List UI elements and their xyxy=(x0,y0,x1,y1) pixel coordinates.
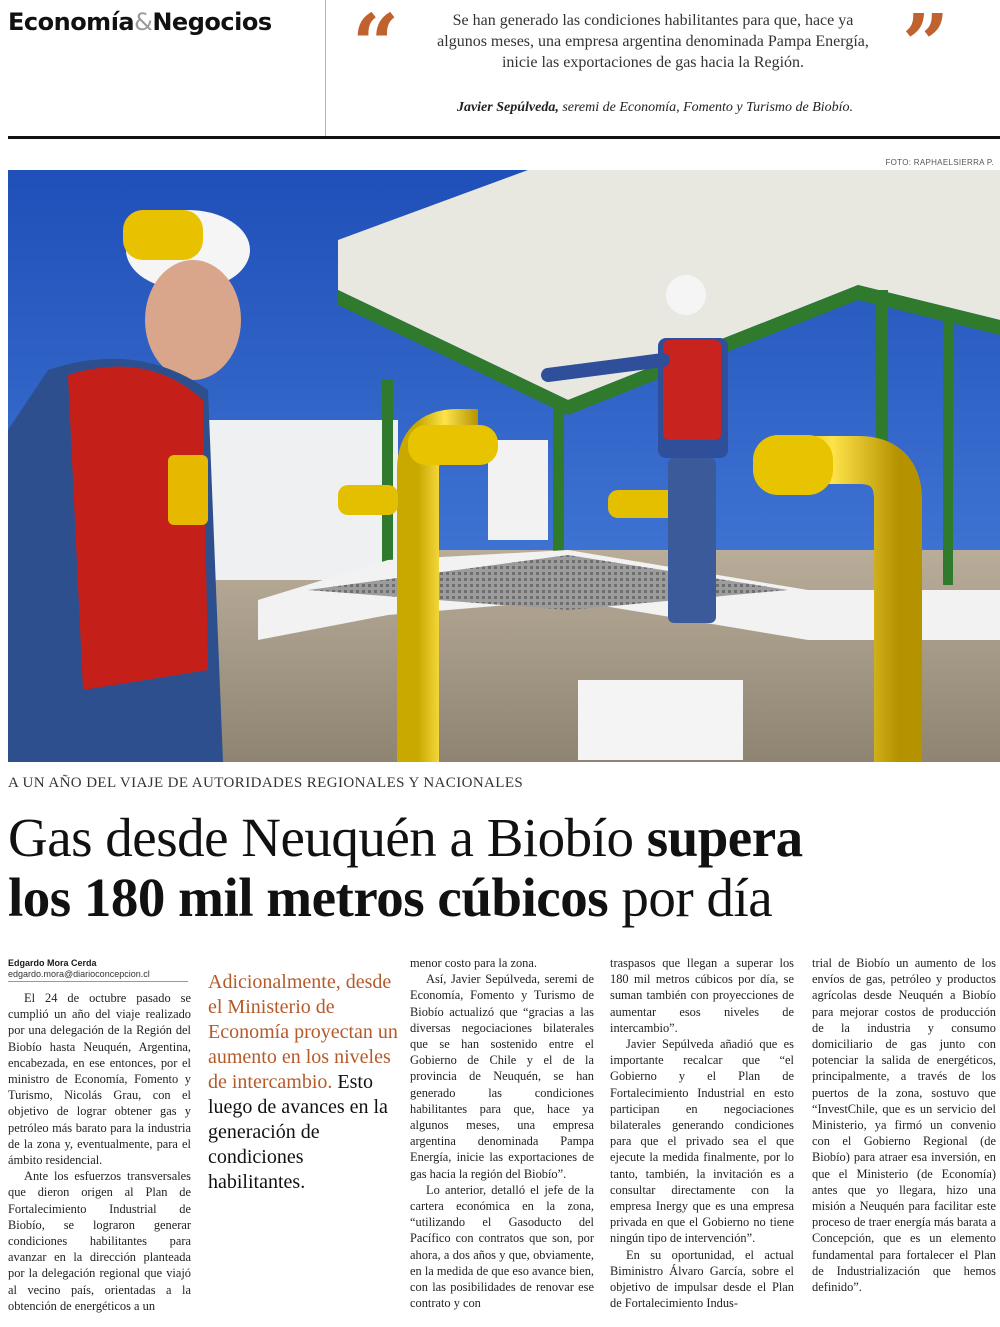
article-headline: Gas desde Neuquén a Biobío supera los 180 mil metros cúbicos por día xyxy=(8,807,803,928)
header-divider xyxy=(325,0,326,136)
body-paragraph: trial de Biobío un aumento de los envíos de gas, petróleo y productos agrícolas desde Neuquén a Biobío para mejorar costos de producción de la industria y consumo domiciliario de gas junto con potenciar la salida de energéticos, principalmente, a través de los puertos de la zona, sostuvo que “InvestChile, que es un servicio del Ministerio, ya firmó un convenio con el Gobierno Regional (de Biobío) para atraer esa inversión, en que el Ministerio (de Economía) antes que yo llegara, hizo una misión a Neuquén para facilitar este proceso de traer energía más barata a Concepción, que es un elemento fundamental para fortalecer el Plan de Industrialización que hemos definido”. xyxy=(812,956,996,1295)
body-column-4 xyxy=(610,955,794,1311)
body-paragraph: Así, Javier Sepúlveda, seremi de Economía, Fomento y Turismo de Biobío actualizó que “gracias a las diversas negociaciones bilaterales que se han sostenido entre el Gobierno de Chile y el de la provincia de Neuquén, se han generado las condiciones habilitantes para que, hace ya algunos meses, una empresa argentina denominada Pampa Energía, inicie las exportaciones de gas hacia la región del Biobío”. xyxy=(410,972,594,1181)
author-email[interactable]: edgardo.mora@diarioconcepcion.cl xyxy=(8,969,150,979)
author-name: Edgardo Mora Cerda xyxy=(8,958,97,968)
body-paragraph: En su oportunidad, el actual Biministro Álvaro García, sobre el objetivo de impulsar desde el Plan de Fortalecimiento Indus- xyxy=(610,1247,794,1311)
body-column-3 xyxy=(410,955,594,1311)
article-photo xyxy=(8,170,1000,762)
body-paragraph: El 24 de octubre pasado se cumplió un año del viaje realizado por una delegación de la Región del Biobío hasta Neuquén, Argentina, encabezada, en ese entonces, por el ministro de Economía, Fomento y Turismo, Nicolás Grau, con el objetivo de lograr obtener gas y petróleo más barato para la industria de la zona y, eventualmente, para el ámbito residencial. xyxy=(8,991,191,1168)
body-column-5 xyxy=(812,955,996,1295)
byline-rule xyxy=(8,981,188,982)
body-paragraph: Lo anterior, detalló el jefe de la cartera económica en la zona, “utilizando el Gasoducto del Pacífico con contratos que son, por ahora, a dos años y que, obviamente, en la medida de que eso avance bien, con las posibilidades de renovar ese contrato y con xyxy=(410,1182,594,1311)
section-title: Economía&Negocios xyxy=(8,8,272,36)
quote-role: seremi de Economía, Fomento y Turismo de Biobío. xyxy=(558,100,854,115)
header-rule xyxy=(8,136,1000,139)
pull-quote: Se han generado las condiciones habilitantes para que, hace ya algunos meses, una empresa argentina denominada Pampa Energía, inicie las exportaciones de gas hacia la Región. xyxy=(437,12,869,71)
article-kicker: A UN AÑO DEL VIAJE DE AUTORIDADES REGIONALES Y NACIONALES xyxy=(8,775,524,791)
body-paragraph: Ante los esfuerzos transversales que dieron origen al Plan de Fortalecimiento Industrial de Biobío, se lograron generar condiciones habilitantes para avanzar en la dirección planteada por la delegación regional que viajó al vecino país, orientadas a la obtención de energéticos a un xyxy=(8,1169,191,1313)
photo-credit: FOTO: RAPHAELSIERRA P. xyxy=(885,158,994,167)
open-quote-icon: “ xyxy=(352,0,400,93)
close-quote-icon: ” xyxy=(902,0,950,93)
pull-quote-highlight: Adicionalmente, desde el Ministerio de Economía proyectan un aumento en los niveles de intercambio. Esto luego de avances en la generación de condiciones habilitantes. xyxy=(208,971,398,1193)
quote-attribution xyxy=(360,100,950,116)
body-column-1 xyxy=(8,990,191,1314)
body-paragraph: traspasos que llegan a superar los 180 mil metros cúbicos por día, se suman también con proyecciones de aumentar esos niveles de intercambio”. xyxy=(610,956,794,1035)
body-paragraph: menor costo para la zona. xyxy=(410,956,537,970)
body-paragraph: Javier Sepúlveda añadió que es importante recalcar que “el Gobierno y el Plan de Fortalecimiento Industrial en esto participan en negociaciones bilaterales generando condiciones para que el privado sea el que ejecute la medida finalmente, por lo tanto, también, la invitación es a consultar directamente con la empresa Inergy que es una empresa privada en que el Gobierno no tiene ningún tipo de intervención”. xyxy=(610,1037,794,1246)
quote-author: Javier Sepúlveda, xyxy=(456,100,559,115)
